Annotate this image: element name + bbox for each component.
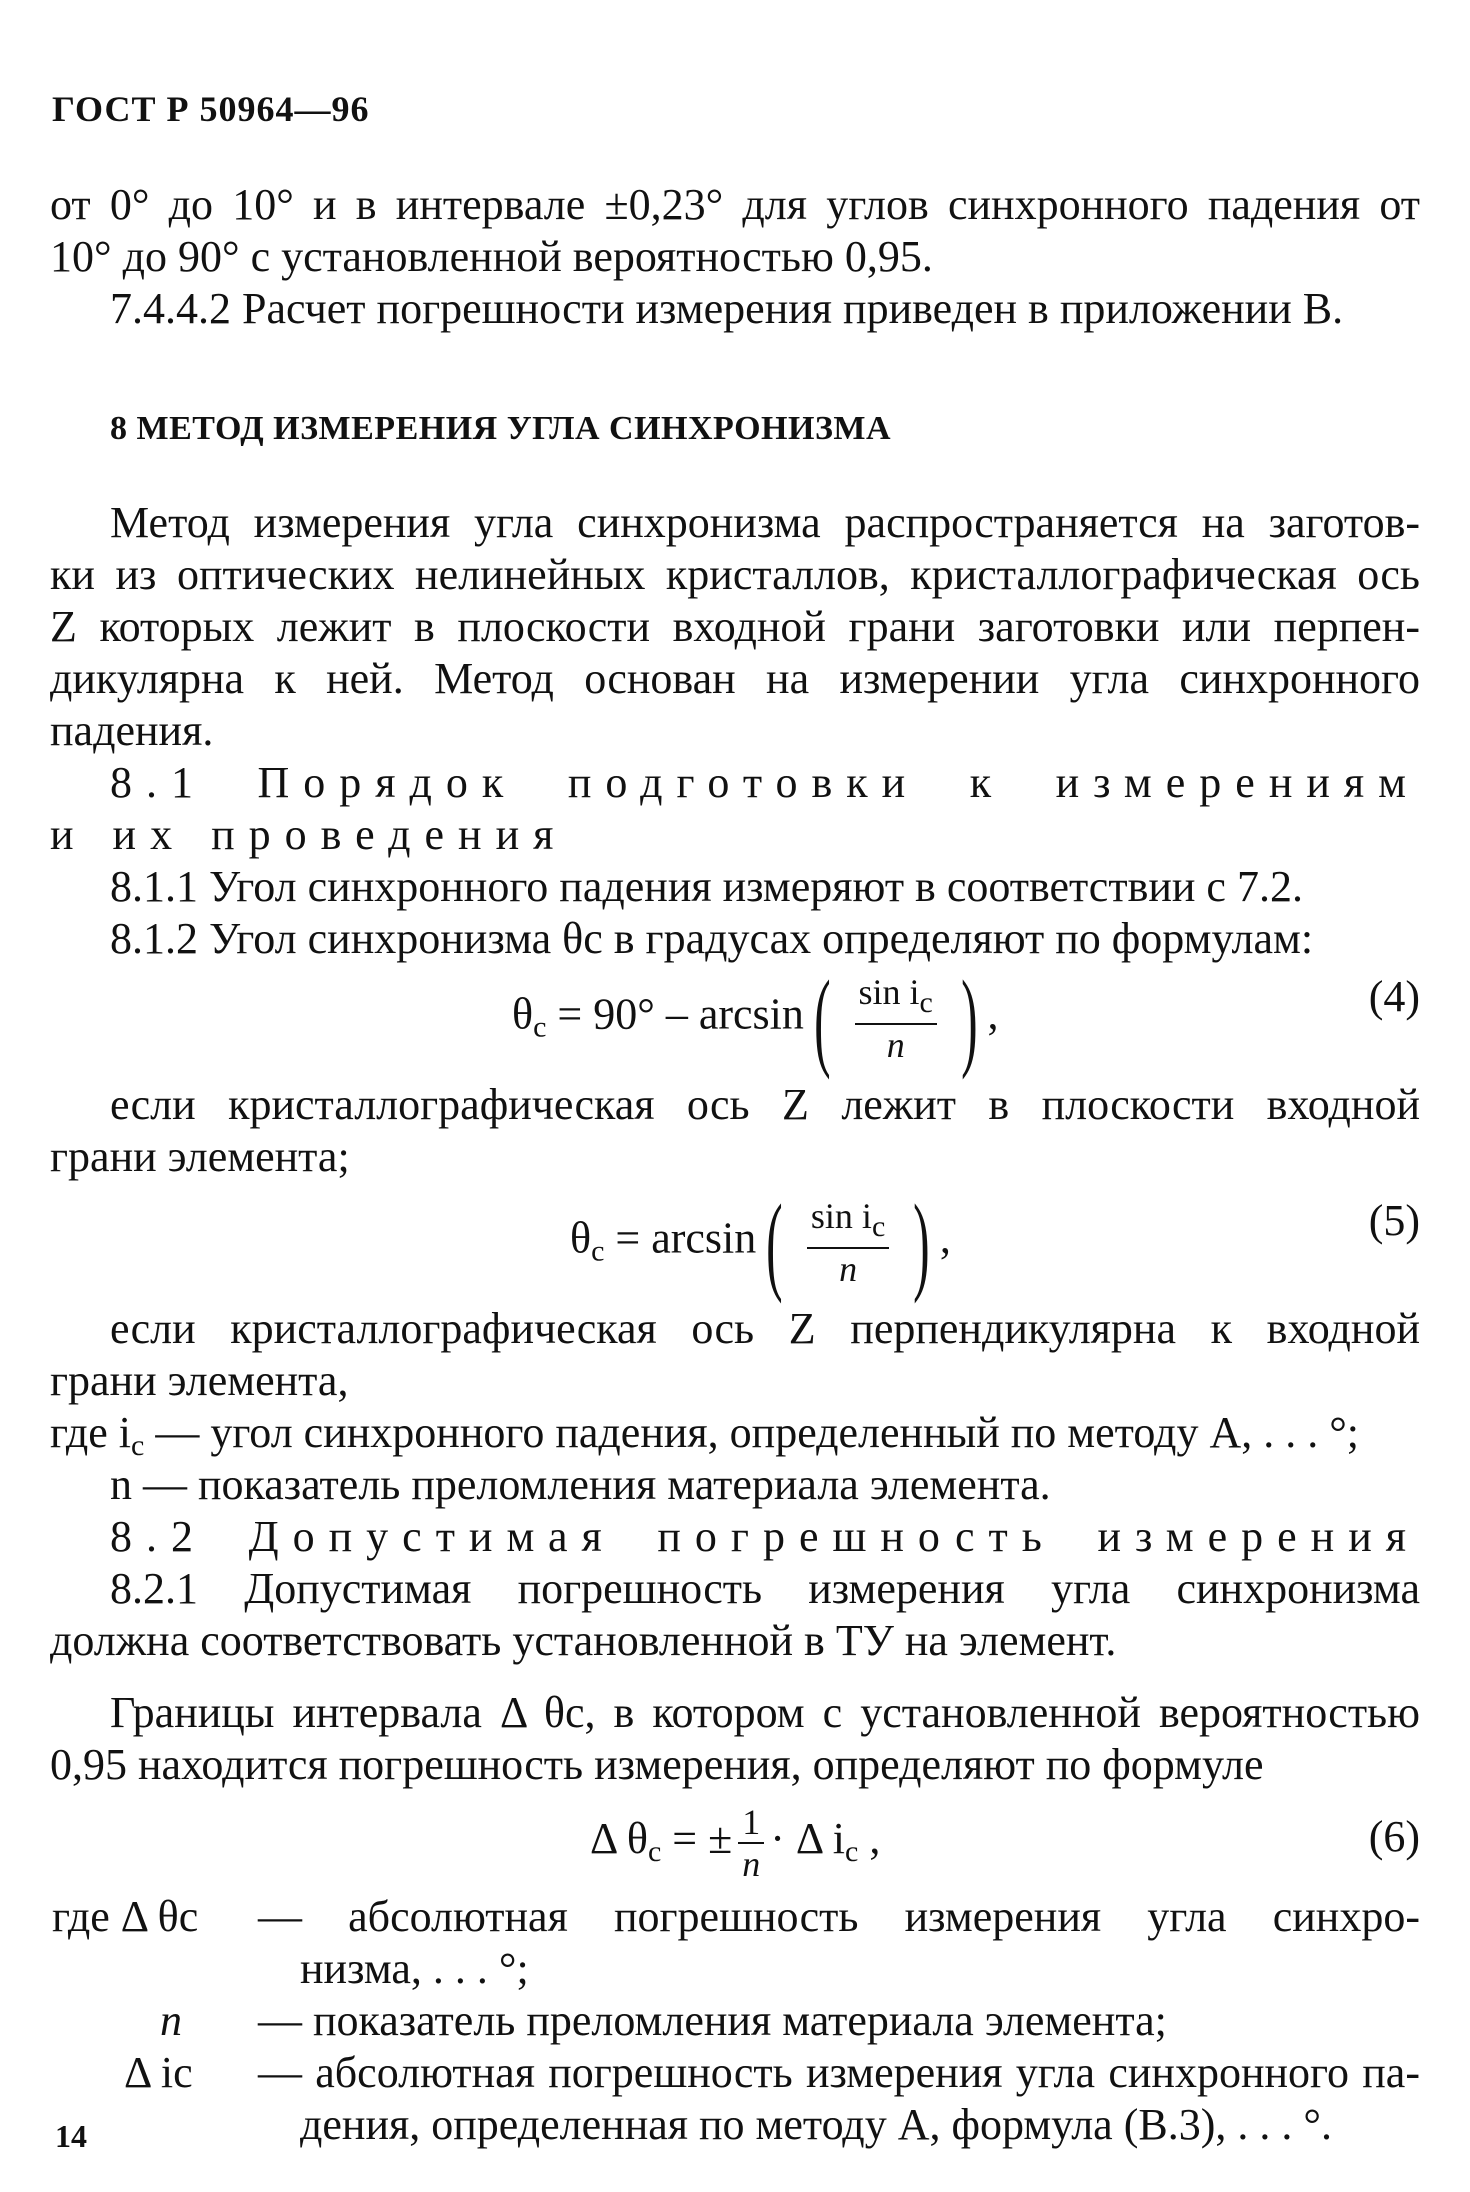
equation-number-6: (6) [1368,1812,1420,1861]
page-number: 14 [55,2118,87,2154]
formula-5-condition: грани элемента, [50,1356,349,1405]
formula-5-condition: если кристаллографическая ось Z перпендикулярна к входной [110,1304,1420,1353]
clause-8-1-2: 8.1.2 Угол синхронизма θc в градусах определяют по формулам: [110,914,1314,963]
section-title: 8 МЕТОД ИЗМЕРЕНИЯ УГЛА СИНХРОНИЗМА [110,410,892,447]
definition-text: — абсолютная погрешность измерения угла синхро- [258,1892,1420,1941]
paragraph-interval: 0,95 находится погрешность измерения, определяют по формуле [50,1740,1264,1789]
intro-line-2: 10° до 90° с установленной вероятностью 0,95. [50,232,933,281]
paragraph-line: Метод измерения угла синхронизма распространяется на заготов- [110,498,1420,547]
equation-number-5: (5) [1368,1196,1420,1245]
paragraph-line: падения. [50,706,214,755]
formula-4-condition: если кристаллографическая ось Z лежит в плоскости входной [110,1080,1420,1129]
definition-text: — абсолютная погрешность измерения угла синхронного па- [258,2048,1420,2097]
formula-6: Δ $\theta_c$ = ± $\frac{1}{n}$ · Δ $i_c$ , [590,1802,881,1884]
document-header: ГОСТ Р 50964—96 [52,89,370,129]
definition-text: низма, . . . °; [300,1944,529,1993]
intro-line-1: от 0° до 10° и в интервале ±0,23° для углов синхронного падения от [50,180,1420,229]
where-n: n — показатель преломления материала элемента. [110,1460,1051,1509]
clause-8-2-1: 8.2.1 Допустимая погрешность измерения угла синхронизма [110,1564,1420,1613]
where-ic: где $i_c$ — угол синхронного падения, определенный по методу А, . . . °; [50,1408,1360,1462]
equation-number-4: (4) [1368,972,1420,1021]
clause-8-2-1: должна соответствовать установленной в ТУ на элемент. [50,1616,1117,1665]
intro-line-3: 7.4.4.2 Расчет погрешности измерения приведен в приложении В. [110,284,1344,333]
paragraph-line: ки из оптических нелинейных кристаллов, кристаллографическая ось [50,550,1420,599]
formula-4: $\theta_c = 90^\circ - \arcsin$( $\frac{\sin i_c}{n}$ ) , [512,957,999,1080]
paragraph-line: Z которых лежит в плоскости входной грани заготовки или перпен- [50,602,1420,651]
subsection-heading: 8.1 Порядок подготовки к измерениям [110,758,1420,807]
definition-text: дения, определенная по методу А, формула (В.3), . . . °. [300,2100,1332,2149]
definition-term: где Δ θc [52,1892,199,1941]
definition-term: Δ ic [124,2048,193,2097]
formula-4-condition: грани элемента; [50,1132,350,1181]
subsection-heading-8-2: 8.2 Допустимая погрешность измерения [110,1512,1420,1561]
formula-5: $\theta_c = \arcsin$( $\frac{\sin i_c}{n}$ ) , [570,1181,951,1304]
definition-text: — показатель преломления материала элемента; [258,1996,1167,2045]
definition-term: n [160,1996,182,2045]
paragraph-line: дикулярна к ней. Метод основан на измерении угла синхронного [50,654,1420,703]
clause-8-1-1: 8.1.1 Угол синхронного падения измеряют в соответствии с 7.2. [110,862,1303,911]
subsection-heading: и их проведения [50,810,568,859]
paragraph-interval: Границы интервала Δ θc, в котором с установленной вероятностью [110,1688,1420,1737]
